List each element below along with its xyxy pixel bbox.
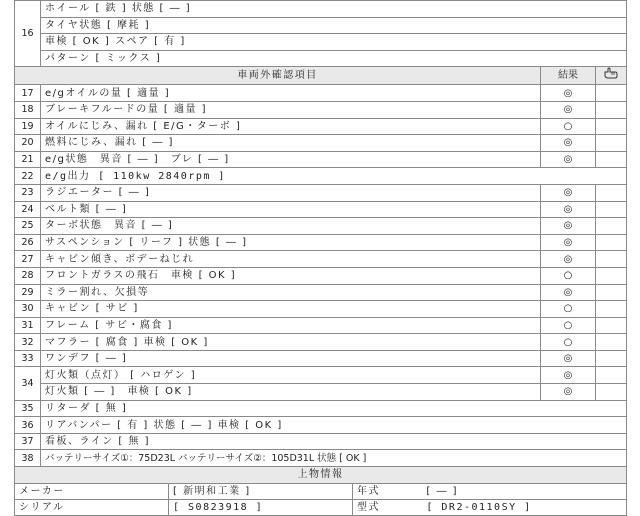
row-text: e/g出力 [ 110kw 2840rpm ] [41, 168, 627, 185]
row-number: 20 [15, 135, 41, 152]
row-number: 30 [15, 301, 41, 318]
row-number: 29 [15, 284, 41, 301]
section-title: 車両外確認項目 [15, 67, 541, 85]
row-text: リアバンパー [ 有 ] 状態 [ ― ] 車検 [ OK ] [41, 417, 627, 434]
row-number: 26 [15, 234, 41, 251]
row-blank [596, 151, 627, 168]
row-text: 看板、ライン [ 無 ] [41, 433, 627, 450]
row-blank [596, 317, 627, 334]
row-number: 17 [15, 85, 41, 102]
table-row [15, 433, 627, 450]
table-row [15, 85, 627, 102]
row-text: ホイール [ 鉄 ] 状態 [ ― ] [41, 1, 627, 18]
row-result: ○ [541, 301, 596, 318]
section-header-row [15, 467, 627, 484]
row-result: ◎ [541, 151, 596, 168]
table-row [15, 384, 627, 401]
row-text: e/g状態 異音 [ ― ] ブレ [ ― ] [41, 151, 541, 168]
row-result: ◎ [541, 184, 596, 201]
row-result: ◎ [541, 367, 596, 384]
row-text: ワンデフ [ ― ] [41, 350, 541, 367]
table-row [15, 301, 627, 318]
result-header: 結果 [541, 67, 596, 85]
table-row [15, 499, 627, 515]
row-number: 28 [15, 267, 41, 284]
table-row [15, 267, 627, 284]
row-blank [596, 85, 627, 102]
year-label: 年式 [357, 485, 380, 497]
table-row [15, 34, 627, 51]
row-text: パターン [ ミックス ] [41, 50, 627, 67]
row-result: ◎ [541, 218, 596, 235]
table-row [15, 417, 627, 434]
row-blank [596, 267, 627, 284]
table-row [15, 218, 627, 235]
row-number: 22 [15, 168, 41, 185]
row-result: ◎ [541, 350, 596, 367]
row-blank [596, 334, 627, 351]
row-blank [596, 284, 627, 301]
row-text: キャビン傾き、ボデーねじれ [41, 251, 541, 268]
row-number: 21 [15, 151, 41, 168]
row-number: 24 [15, 201, 41, 218]
row-result: ◎ [541, 135, 596, 152]
table-row [15, 151, 627, 168]
row-text: e/gオイルの量 [ 適量 ] [41, 85, 541, 102]
row-blank [596, 118, 627, 135]
row-text: 灯火類 [ ― ] 車検 [ OK ] [41, 384, 541, 401]
year-cell [353, 483, 627, 499]
row-blank [596, 201, 627, 218]
table-row [15, 118, 627, 135]
table-row [15, 17, 627, 34]
row-blank [596, 234, 627, 251]
row-result: ◎ [541, 234, 596, 251]
table-row [15, 450, 627, 467]
hand-pointing-icon-glyph [603, 67, 619, 79]
serial-label: シリアル [15, 499, 169, 515]
row-text: サスペンション [ リーフ ] 状態 [ ― ] [41, 234, 541, 251]
row-blank [596, 218, 627, 235]
row-blank [596, 184, 627, 201]
serial-value: [ S0823918 ] [169, 499, 353, 515]
row-number: 37 [15, 433, 41, 450]
table-row [15, 483, 627, 499]
row-text: 車検 [ OK ] スペア [ 有 ] [41, 34, 627, 51]
table-row [15, 234, 627, 251]
table-row [15, 184, 627, 201]
row-text: ターボ状態 異音 [ ― ] [41, 218, 541, 235]
row-number: 33 [15, 350, 41, 367]
row-result: ◎ [541, 85, 596, 102]
table-row [15, 334, 627, 351]
inspection-sheet [14, 0, 626, 513]
row-result: ○ [541, 267, 596, 284]
row-number: 32 [15, 334, 41, 351]
table-row [15, 367, 627, 384]
row-number: 34 [15, 367, 41, 400]
table-row [15, 251, 627, 268]
section-title: 上物情報 [15, 467, 627, 484]
row-blank [596, 350, 627, 367]
row-blank [596, 101, 627, 118]
row-text: キャビン [ サビ ] [41, 301, 541, 318]
row-text: ミラー割れ、欠損等 [41, 284, 541, 301]
model-label: 型式 [357, 501, 380, 513]
row-text: ラジエーター [ ― ] [41, 184, 541, 201]
row-blank [596, 251, 627, 268]
row-text: ブレーキフルードの量 [ 適量 ] [41, 101, 541, 118]
table-row [15, 317, 627, 334]
row-text: リターダ [ 無 ] [41, 400, 627, 417]
row-text: フレーム [ サビ・腐食 ] [41, 317, 541, 334]
row-number: 38 [15, 450, 41, 467]
row-result: ○ [541, 118, 596, 135]
row-result: ○ [541, 317, 596, 334]
row-number: 31 [15, 317, 41, 334]
row-blank [596, 367, 627, 384]
table-row [15, 350, 627, 367]
row-result: ◎ [541, 101, 596, 118]
row-number: 16 [15, 1, 41, 67]
row-number: 35 [15, 400, 41, 417]
row-number: 18 [15, 101, 41, 118]
row-result: ◎ [541, 251, 596, 268]
row-text: 燃料にじみ、漏れ [ ― ] [41, 135, 541, 152]
row-blank [596, 135, 627, 152]
table-row [15, 50, 627, 67]
year-value: [ ― ] [426, 485, 459, 497]
row-number: 36 [15, 417, 41, 434]
row-text: 灯火類（点灯） [ ハロゲン ] [41, 367, 541, 384]
row-text: オイルにじみ、漏れ [ E/G・ターボ ] [41, 118, 541, 135]
row-text: フロントガラスの飛石 車検 [ OK ] [41, 267, 541, 284]
row-result: ○ [541, 334, 596, 351]
model-value: [ DR2-0110SY ] [426, 501, 532, 513]
row-result: ◎ [541, 201, 596, 218]
maker-value: [ 新明和工業 ] [169, 483, 353, 499]
maker-label: メーカー [15, 483, 169, 499]
row-number: 25 [15, 218, 41, 235]
row-blank [596, 301, 627, 318]
row-result: ◎ [541, 384, 596, 401]
row-blank [596, 384, 627, 401]
row-result: ◎ [541, 284, 596, 301]
section-header-row [15, 67, 627, 85]
table-row [15, 135, 627, 152]
row-number: 23 [15, 184, 41, 201]
row-number: 19 [15, 118, 41, 135]
row-text: タイヤ状態 [ 摩耗 ] [41, 17, 627, 34]
table-row [15, 400, 627, 417]
hand-pointing-icon [596, 67, 627, 85]
row-number: 27 [15, 251, 41, 268]
inspection-table [14, 0, 627, 516]
table-row [15, 101, 627, 118]
row-text: ベルト類 [ ― ] [41, 201, 541, 218]
row-text: マフラー [ 腐食 ] 車検 [ OK ] [41, 334, 541, 351]
table-row [15, 1, 627, 18]
table-row [15, 201, 627, 218]
table-row [15, 168, 627, 185]
table-row [15, 284, 627, 301]
model-cell [353, 499, 627, 515]
row-text: バッテリーサイズ①：75D23L バッテリーサイズ②：105D31L 状態 [ OK ] [41, 450, 627, 467]
